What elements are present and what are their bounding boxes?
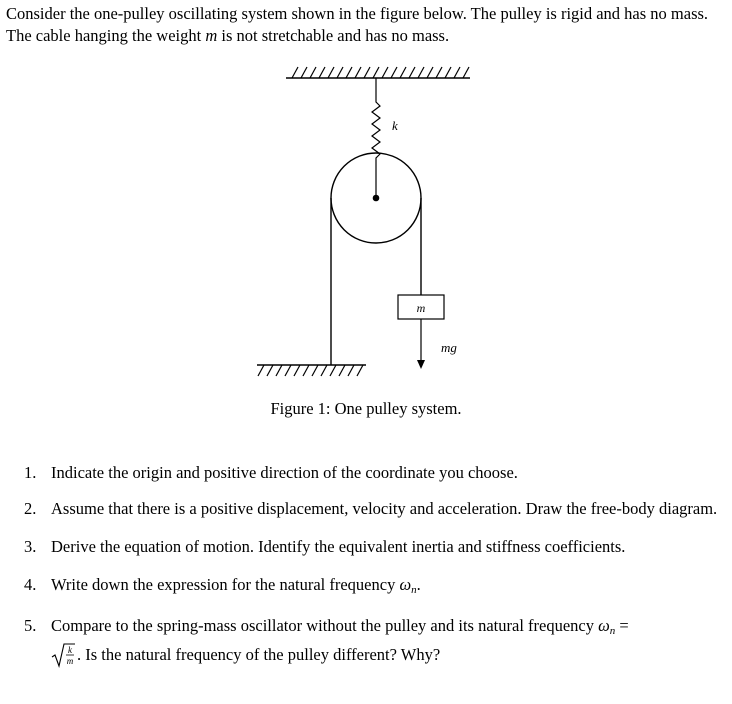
sqrt-denominator: m [66, 656, 74, 666]
omega-symbol: ω [598, 616, 610, 635]
omega-symbol: ω [399, 575, 412, 594]
question-text: Indicate the origin and positive direction of the coordinate you choose. [51, 463, 518, 482]
question-number: 2. [24, 499, 37, 518]
question-text-end: . [416, 575, 421, 594]
question-text-start: Compare to the spring-mass oscillator without the pulley and its natural frequency [51, 616, 599, 635]
question-2 [24, 498, 724, 520]
question-number: 1. [24, 463, 37, 482]
omega-subscript: n [411, 584, 417, 596]
omega-subscript: n [609, 625, 616, 637]
question-1 [24, 462, 724, 484]
question-text-start: Write down the expression for the natural frequency [51, 575, 400, 594]
pulley-figure [0, 58, 732, 388]
question-text [51, 575, 421, 594]
ceiling-hatch [292, 67, 469, 78]
sqrt-formula [51, 642, 75, 674]
equals-sign: = [615, 616, 629, 635]
mass-label: m [416, 301, 426, 315]
problem-intro [6, 3, 726, 47]
weight-arrowhead [417, 360, 425, 369]
question-4 [24, 574, 724, 601]
intro-mass-variable: m [205, 26, 218, 45]
intro-text-start: Consider the one-pulley oscillating system shown in the figure below. The pulley is rigid and has no mass. The cable hanging the weight [6, 4, 709, 45]
pulley-axle [373, 195, 380, 202]
question-number: 5. [24, 616, 37, 635]
pulley-diagram [0, 58, 732, 388]
intro-text-end: is not stretchable and has no mass. [217, 26, 450, 45]
sqrt-numerator: k [68, 645, 72, 655]
question-number: 3. [24, 537, 37, 556]
question-text: Derive the equation of motion. Identify the equivalent inertia and stiffness coefficients. [51, 537, 626, 556]
question-text-end: . Is the natural frequency of the pulley different? Why? [77, 645, 441, 664]
question-text [51, 615, 724, 674]
question-5 [24, 615, 724, 674]
figure-caption: Figure 1: One pulley system. [270, 399, 462, 418]
sqrt-icon [51, 642, 75, 668]
question-number: 4. [24, 575, 37, 594]
force-label: mg [441, 340, 457, 355]
question-3 [24, 536, 724, 558]
question-text: Assume that there is a positive displacement, velocity and acceleration. Draw the free-body diagram. [51, 499, 718, 518]
spring-label: k [392, 118, 398, 133]
spring [372, 78, 380, 198]
floor-hatch [258, 365, 363, 376]
question-list [24, 462, 724, 674]
